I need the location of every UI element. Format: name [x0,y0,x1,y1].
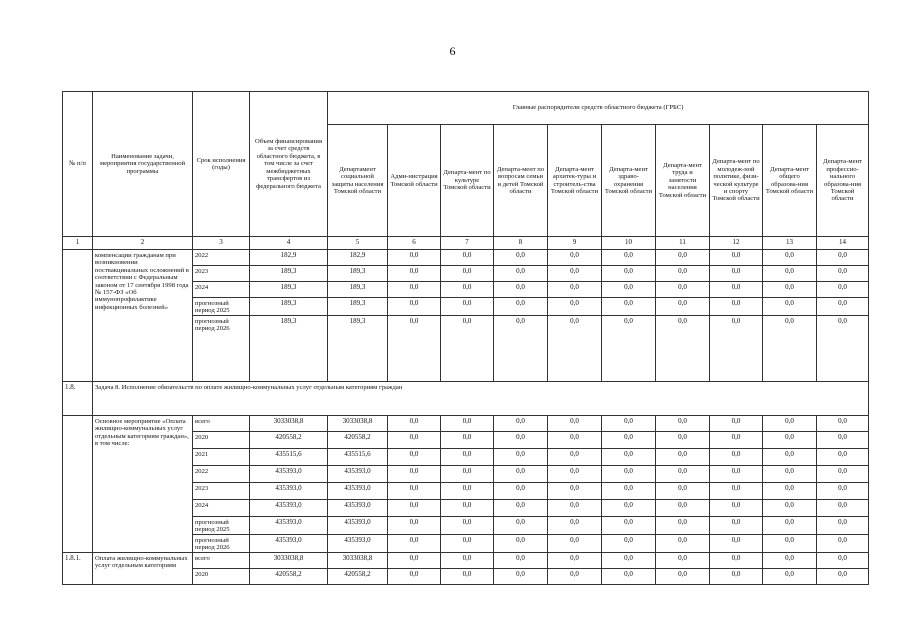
period-cell: прогнозный период 2026 [193,534,250,552]
grbs-value-cell: 189,3 [328,298,388,316]
volume-cell: 182,9 [250,250,328,266]
column-number: 1 [63,237,93,250]
grbs-value-cell: 0,0 [602,568,656,584]
column-number: 12 [710,237,763,250]
grbs-value-cell: 0,0 [494,298,548,316]
table-header [63,92,869,250]
grbs-value-cell: 0,0 [817,517,869,535]
grbs-value-cell: 0,0 [494,282,548,298]
grbs-value-cell: 0,0 [710,483,763,500]
grbs-value-cell: 0,0 [388,416,441,432]
grbs-value-cell: 0,0 [817,500,869,517]
grbs-value-cell: 182,9 [328,250,388,266]
grbs-value-cell: 0,0 [817,282,869,298]
volume-cell: 435393,0 [250,500,328,517]
period-cell: 2022 [193,466,250,483]
header-grbs-department: Адми-нистрация Томской области [388,125,441,237]
table-row [63,416,869,432]
grbs-value-cell: 0,0 [656,568,710,584]
period-cell: 2023 [193,266,250,282]
grbs-value-cell: 0,0 [494,568,548,584]
grbs-value-cell: 0,0 [441,449,494,466]
grbs-value-cell: 0,0 [441,416,494,432]
grbs-value-cell: 0,0 [763,449,817,466]
row-index-cell [63,416,93,553]
grbs-value-cell: 0,0 [656,517,710,535]
grbs-value-cell: 0,0 [494,466,548,483]
grbs-value-cell: 0,0 [656,298,710,316]
header-no: № п/п [63,92,93,237]
task-row [63,382,869,416]
grbs-value-cell: 0,0 [441,316,494,382]
grbs-value-cell: 0,0 [441,298,494,316]
volume-cell: 435393,0 [250,466,328,483]
header-name: Наименование задачи, мероприятия государственной программы [93,92,193,237]
grbs-value-cell: 0,0 [817,266,869,282]
grbs-value-cell: 0,0 [602,552,656,568]
grbs-value-cell: 0,0 [441,466,494,483]
grbs-value-cell: 0,0 [388,282,441,298]
grbs-value-cell: 0,0 [441,282,494,298]
column-number: 10 [602,237,656,250]
budget-table [62,91,869,585]
grbs-value-cell: 0,0 [548,416,602,432]
grbs-value-cell: 0,0 [656,552,710,568]
grbs-value-cell: 0,0 [388,500,441,517]
page-number: 6 [449,44,456,58]
grbs-value-cell: 0,0 [817,298,869,316]
volume-cell: 3033038,8 [250,552,328,568]
period-cell: прогнозный период 2025 [193,517,250,535]
grbs-value-cell: 0,0 [656,432,710,449]
grbs-value-cell: 0,0 [388,316,441,382]
grbs-value-cell: 0,0 [548,517,602,535]
measure-name: Основное мероприятие «Оплата жилищно-коммунальных услуг отдельным категориям граждан», в том числе: [93,416,193,553]
grbs-value-cell: 0,0 [602,432,656,449]
grbs-value-cell: 0,0 [388,432,441,449]
table-row [63,250,869,266]
grbs-value-cell: 0,0 [602,500,656,517]
grbs-value-cell: 0,0 [494,552,548,568]
grbs-value-cell: 0,0 [548,552,602,568]
column-number: 11 [656,237,710,250]
grbs-value-cell: 0,0 [441,250,494,266]
period-cell: прогнозный период 2025 [193,298,250,316]
grbs-value-cell: 0,0 [602,266,656,282]
header-grbs-department: Департа-мент общего образова-ния Томской области [763,125,817,237]
grbs-value-cell: 0,0 [656,534,710,552]
column-number: 4 [250,237,328,250]
grbs-value-cell: 0,0 [710,266,763,282]
grbs-value-cell: 189,3 [328,282,388,298]
grbs-value-cell: 189,3 [328,316,388,382]
volume-cell: 189,3 [250,316,328,382]
grbs-value-cell: 0,0 [656,282,710,298]
volume-cell: 189,3 [250,266,328,282]
grbs-value-cell: 0,0 [602,449,656,466]
grbs-value-cell: 0,0 [710,282,763,298]
grbs-value-cell: 0,0 [602,517,656,535]
grbs-value-cell: 0,0 [763,466,817,483]
volume-cell: 435393,0 [250,534,328,552]
grbs-value-cell: 0,0 [710,500,763,517]
header-grbs-department: Департа-мент архитек-туры и строитель-ства Томской области [548,125,602,237]
grbs-value-cell: 0,0 [602,466,656,483]
grbs-value-cell: 0,0 [710,432,763,449]
task-index: 1.8. [63,382,93,416]
grbs-value-cell: 0,0 [494,416,548,432]
grbs-value-cell: 0,0 [817,416,869,432]
grbs-value-cell: 0,0 [656,500,710,517]
grbs-value-cell: 0,0 [548,568,602,584]
volume-cell: 420558,2 [250,432,328,449]
grbs-value-cell: 0,0 [494,432,548,449]
period-cell: всего [193,552,250,568]
grbs-value-cell: 0,0 [763,500,817,517]
column-number: 3 [193,237,250,250]
column-number: 13 [763,237,817,250]
grbs-value-cell: 435515,6 [328,449,388,466]
grbs-value-cell: 3033038,8 [328,552,388,568]
period-cell: всего [193,416,250,432]
header-grbs-department: Департа-мент по вопросам семьи и детей Томской области [494,125,548,237]
measure-name: компенсации гражданам при возникновении поствакцинальных осложнений в соответствии с Федеральным законом от 17 сентября 1998 года № 157-ФЗ «Об иммунопрофилактике инфекционных болезней» [93,250,193,382]
period-cell: 2024 [193,282,250,298]
grbs-value-cell: 435393,0 [328,483,388,500]
header-grbs-department: Департа-мент по молодеж-ной политике, физи-ческой культуре и спорту Томской области [710,125,763,237]
grbs-value-cell: 0,0 [548,500,602,517]
period-cell: прогнозный период 2026 [193,316,250,382]
grbs-value-cell: 0,0 [441,266,494,282]
table-body [63,250,869,585]
grbs-value-cell: 0,0 [494,250,548,266]
header-grbs-department: Департа-мент здраво-охранения Томской области [602,125,656,237]
grbs-value-cell: 0,0 [710,517,763,535]
header-grbs-department: Департамент социальной защиты населения Томской области [328,125,388,237]
grbs-value-cell: 435393,0 [328,517,388,535]
grbs-value-cell: 3033038,8 [328,416,388,432]
grbs-value-cell: 0,0 [548,250,602,266]
grbs-value-cell: 435393,0 [328,466,388,483]
grbs-value-cell: 0,0 [548,534,602,552]
grbs-value-cell: 0,0 [548,266,602,282]
grbs-value-cell: 0,0 [710,316,763,382]
grbs-value-cell: 0,0 [388,534,441,552]
grbs-value-cell: 0,0 [388,449,441,466]
grbs-value-cell: 0,0 [602,298,656,316]
volume-cell: 189,3 [250,298,328,316]
volume-cell: 435393,0 [250,517,328,535]
grbs-value-cell: 0,0 [441,500,494,517]
header-grbs-department: Департа-мент профессио-нального образова-ния Томской области [817,125,869,237]
volume-cell: 420558,2 [250,568,328,584]
grbs-value-cell: 0,0 [548,298,602,316]
volume-cell: 435515,6 [250,449,328,466]
measure-name: Оплата жилищно-коммунальных услуг отдельным категориям [93,552,193,584]
grbs-value-cell: 0,0 [441,517,494,535]
grbs-value-cell: 0,0 [656,449,710,466]
grbs-value-cell: 0,0 [817,534,869,552]
header-grbs-department: Департа-мент труда и занятости населения Томской области [656,125,710,237]
grbs-value-cell: 0,0 [763,568,817,584]
row-index-cell [63,250,93,382]
grbs-value-cell: 0,0 [656,483,710,500]
grbs-value-cell: 0,0 [494,266,548,282]
grbs-value-cell: 0,0 [656,250,710,266]
grbs-value-cell: 0,0 [388,568,441,584]
grbs-value-cell: 435393,0 [328,500,388,517]
grbs-value-cell: 0,0 [441,483,494,500]
period-cell: 2021 [193,449,250,466]
grbs-value-cell: 0,0 [710,466,763,483]
grbs-value-cell: 0,0 [763,282,817,298]
grbs-value-cell: 0,0 [710,416,763,432]
grbs-value-cell: 0,0 [763,517,817,535]
grbs-value-cell: 0,0 [602,483,656,500]
grbs-value-cell: 0,0 [441,534,494,552]
grbs-value-cell: 0,0 [602,250,656,266]
grbs-value-cell: 0,0 [817,250,869,266]
grbs-value-cell: 0,0 [763,416,817,432]
grbs-value-cell: 0,0 [763,483,817,500]
grbs-value-cell: 0,0 [656,416,710,432]
grbs-value-cell: 0,0 [602,534,656,552]
grbs-value-cell: 0,0 [763,266,817,282]
grbs-value-cell: 0,0 [763,316,817,382]
table-row [63,552,869,568]
grbs-value-cell: 0,0 [388,517,441,535]
grbs-value-cell: 0,0 [548,282,602,298]
grbs-value-cell: 0,0 [494,483,548,500]
column-number: 8 [494,237,548,250]
grbs-value-cell: 0,0 [817,316,869,382]
grbs-value-cell: 0,0 [710,534,763,552]
grbs-value-cell: 0,0 [656,466,710,483]
volume-cell: 189,3 [250,282,328,298]
grbs-value-cell: 0,0 [388,298,441,316]
grbs-value-cell: 0,0 [656,266,710,282]
grbs-value-cell: 0,0 [710,449,763,466]
grbs-value-cell: 0,0 [441,568,494,584]
grbs-value-cell: 435393,0 [328,534,388,552]
grbs-value-cell: 0,0 [763,298,817,316]
grbs-value-cell: 0,0 [548,483,602,500]
grbs-value-cell: 189,3 [328,266,388,282]
grbs-value-cell: 0,0 [817,449,869,466]
grbs-value-cell: 0,0 [494,534,548,552]
period-cell: 2020 [193,432,250,449]
column-number: 14 [817,237,869,250]
header-grbs-department: Департа-мент по культуре Томской области [441,125,494,237]
row-index-cell: 1.8.1. [63,552,93,584]
grbs-value-cell: 0,0 [548,316,602,382]
grbs-value-cell: 420558,2 [328,568,388,584]
grbs-value-cell: 0,0 [388,266,441,282]
grbs-value-cell: 0,0 [388,250,441,266]
column-number: 6 [388,237,441,250]
grbs-value-cell: 0,0 [441,552,494,568]
grbs-value-cell: 0,0 [763,250,817,266]
period-cell: 2023 [193,483,250,500]
grbs-value-cell: 0,0 [548,432,602,449]
grbs-value-cell: 0,0 [441,432,494,449]
grbs-value-cell: 0,0 [656,316,710,382]
grbs-value-cell: 0,0 [602,316,656,382]
grbs-value-cell: 0,0 [388,466,441,483]
grbs-value-cell: 0,0 [494,316,548,382]
header-grbs-title: Главные распорядители средств областного бюджета (ГРБС) [328,92,869,125]
grbs-value-cell: 0,0 [817,483,869,500]
grbs-value-cell: 0,0 [817,466,869,483]
period-cell: 2022 [193,250,250,266]
grbs-value-cell: 0,0 [548,466,602,483]
column-number: 5 [328,237,388,250]
period-cell: 2024 [193,500,250,517]
grbs-value-cell: 0,0 [817,432,869,449]
grbs-value-cell: 0,0 [548,449,602,466]
grbs-value-cell: 0,0 [602,282,656,298]
grbs-value-cell: 0,0 [494,449,548,466]
grbs-value-cell: 0,0 [710,568,763,584]
grbs-value-cell: 0,0 [710,552,763,568]
grbs-value-cell: 0,0 [763,534,817,552]
column-number: 2 [93,237,193,250]
grbs-value-cell: 420558,2 [328,432,388,449]
header-volume: Объем финансирования за счет средств областного бюджета, в том числе за счет межбюджетных трансфертов из федерального бюджета [250,92,328,237]
grbs-value-cell: 0,0 [388,483,441,500]
grbs-value-cell: 0,0 [763,432,817,449]
grbs-value-cell: 0,0 [494,517,548,535]
grbs-value-cell: 0,0 [710,250,763,266]
grbs-value-cell: 0,0 [817,552,869,568]
column-number: 7 [441,237,494,250]
grbs-value-cell: 0,0 [494,500,548,517]
grbs-value-cell: 0,0 [388,552,441,568]
column-number: 9 [548,237,602,250]
period-cell: 2020 [193,568,250,584]
grbs-value-cell: 0,0 [817,568,869,584]
grbs-value-cell: 0,0 [710,298,763,316]
grbs-value-cell: 0,0 [602,416,656,432]
task-title: Задача 8. Исполнение обязательств по оплате жилищно-коммунальных услуг отдельным категориям граждан [93,382,869,416]
header-term: Срок исполнения (годы) [193,92,250,237]
grbs-value-cell: 0,0 [763,552,817,568]
volume-cell: 435393,0 [250,483,328,500]
volume-cell: 3033038,8 [250,416,328,432]
